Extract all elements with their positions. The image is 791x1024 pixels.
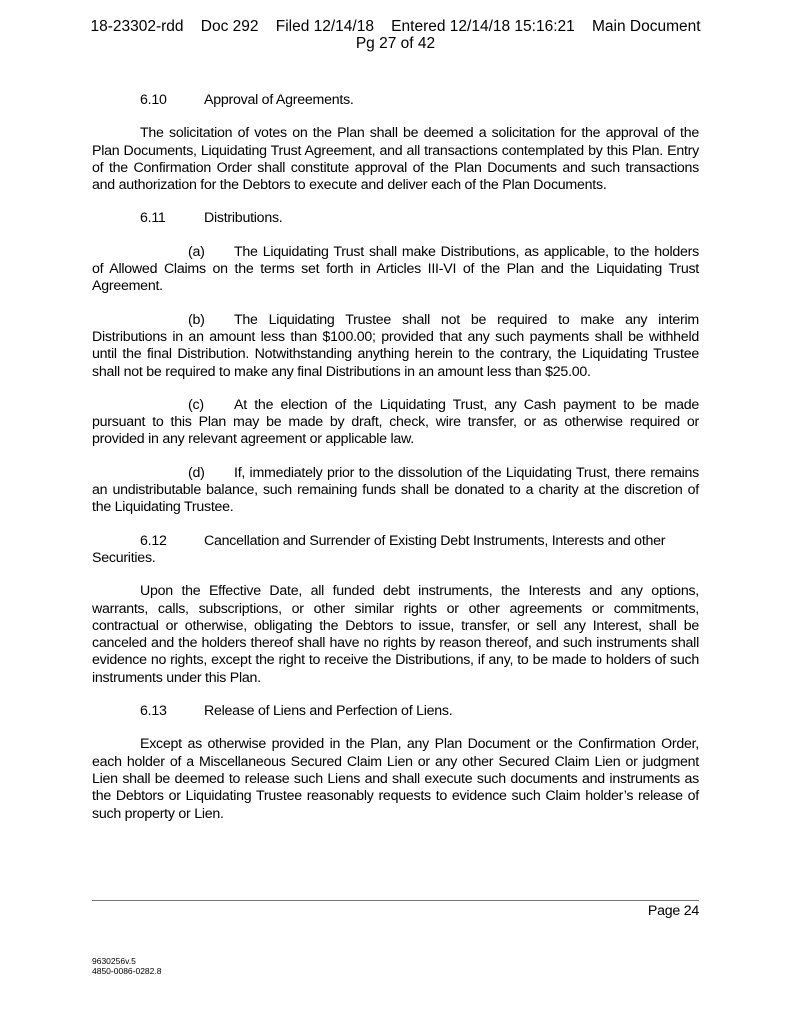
subsection-a: [92, 244, 699, 296]
subsection-text: The Liquidating Trustee shall not be required to make any interim Distributions in an amount less than $100.00; provided that any such payments shall be withheld until the final Distribution. Notwithstanding anything herein to the contrary, the Liquidating Trustee shall not be required to make any final Distributions in an amount less than $25.00.: [92, 311, 699, 380]
section-6-12-body: Upon the Effective Date, all funded debt instruments, the Interests and any options, warrants, calls, subscriptions, or other similar rights or other agreements or commitments, contractual or otherwise, obligating the Debtors to issue, transfer, or sell any Interest, shall be canceled and the holders thereof shall have no rights by reason thereof, and such instruments shall evidence no rights, except the right to receive the Distributions, if any, to be made to holders of such instruments under this Plan.: [92, 583, 699, 686]
subsection-label: (d): [188, 464, 205, 481]
section-title: Approval of Agreements.: [204, 92, 354, 108]
section-6-10-body: The solicitation of votes on the Plan shall be deemed a solicitation for the approval of the Plan Documents, Liquidating Trust Agreement, and all transactions contemplated by this Plan. Entry of the Confirmation Order shall constitute approval of the Plan Documents and such transactions and authorization for the Debtors to execute and deliver each of the Plan Documents.: [92, 125, 699, 194]
subsection-label: (a): [188, 243, 205, 260]
section-6-11-heading: [92, 210, 699, 227]
section-number: 6.13: [140, 703, 167, 720]
document-ids: [92, 956, 161, 976]
doc-id-primary: 9630256v.5: [92, 956, 136, 966]
section-6-10-heading: [92, 92, 699, 109]
court-filing-header: [0, 18, 791, 52]
page-of-total: Pg 27 of 42: [355, 35, 436, 52]
section-6-13-body: Except as otherwise provided in the Plan, any Plan Document or the Confirmation Order, each holder of a Miscellaneous Secured Claim Lien or any other Secured Claim Lien or judgment Lien shall be deemed to release such Liens and shall execute such documents and instruments as the Debtors or Liquidating Trustee reasonably requests to evidence such Claim holder’s release of such property or Lien.: [92, 736, 699, 822]
document-body: [92, 92, 699, 823]
section-title: Release of Liens and Perfection of Liens.: [204, 703, 453, 720]
subsection-b: [92, 312, 699, 381]
subsection-text: The Liquidating Trust shall make Distributions, as applicable, to the holders of Allowed Claims on the terms set forth in Articles III-VI of the Plan and the Liquidating Trust Agreement.: [92, 243, 699, 295]
doc-id-secondary: 4850-0086-0282.8: [92, 966, 162, 976]
filing-header-line: 18-23302-rdd Doc 292 Filed 12/14/18 Entered 12/14/18 15:16:21 Main Document: [90, 18, 701, 35]
subsection-label: (b): [188, 311, 205, 328]
section-number: 6.11: [140, 210, 166, 227]
subsection-c: [92, 397, 699, 449]
page-number: Page 24: [647, 903, 699, 919]
subsection-d: [92, 465, 699, 517]
section-number: 6.10: [140, 92, 167, 108]
section-title: Distributions.: [204, 210, 283, 227]
footer-divider: [92, 900, 699, 901]
section-title: Cancellation and Surrender of Existing Debt Instruments, Interests and other Securities.: [92, 532, 666, 566]
subsection-text: If, immediately prior to the dissolution of the Liquidating Trust, there remains an undistributable balance, such remaining funds shall be donated to a charity at the discretion of the Liquidating Trustee.: [92, 464, 699, 516]
section-6-12-heading: [92, 533, 699, 568]
subsection-label: (c): [188, 396, 204, 413]
section-number: 6.12: [140, 532, 167, 549]
section-6-13-heading: [92, 703, 699, 720]
subsection-text: At the election of the Liquidating Trust, any Cash payment to be made pursuant to this Plan may be made by draft, check, wire transfer, or as otherwise required or provided in any relevant agreement or applicable law.: [92, 396, 699, 448]
